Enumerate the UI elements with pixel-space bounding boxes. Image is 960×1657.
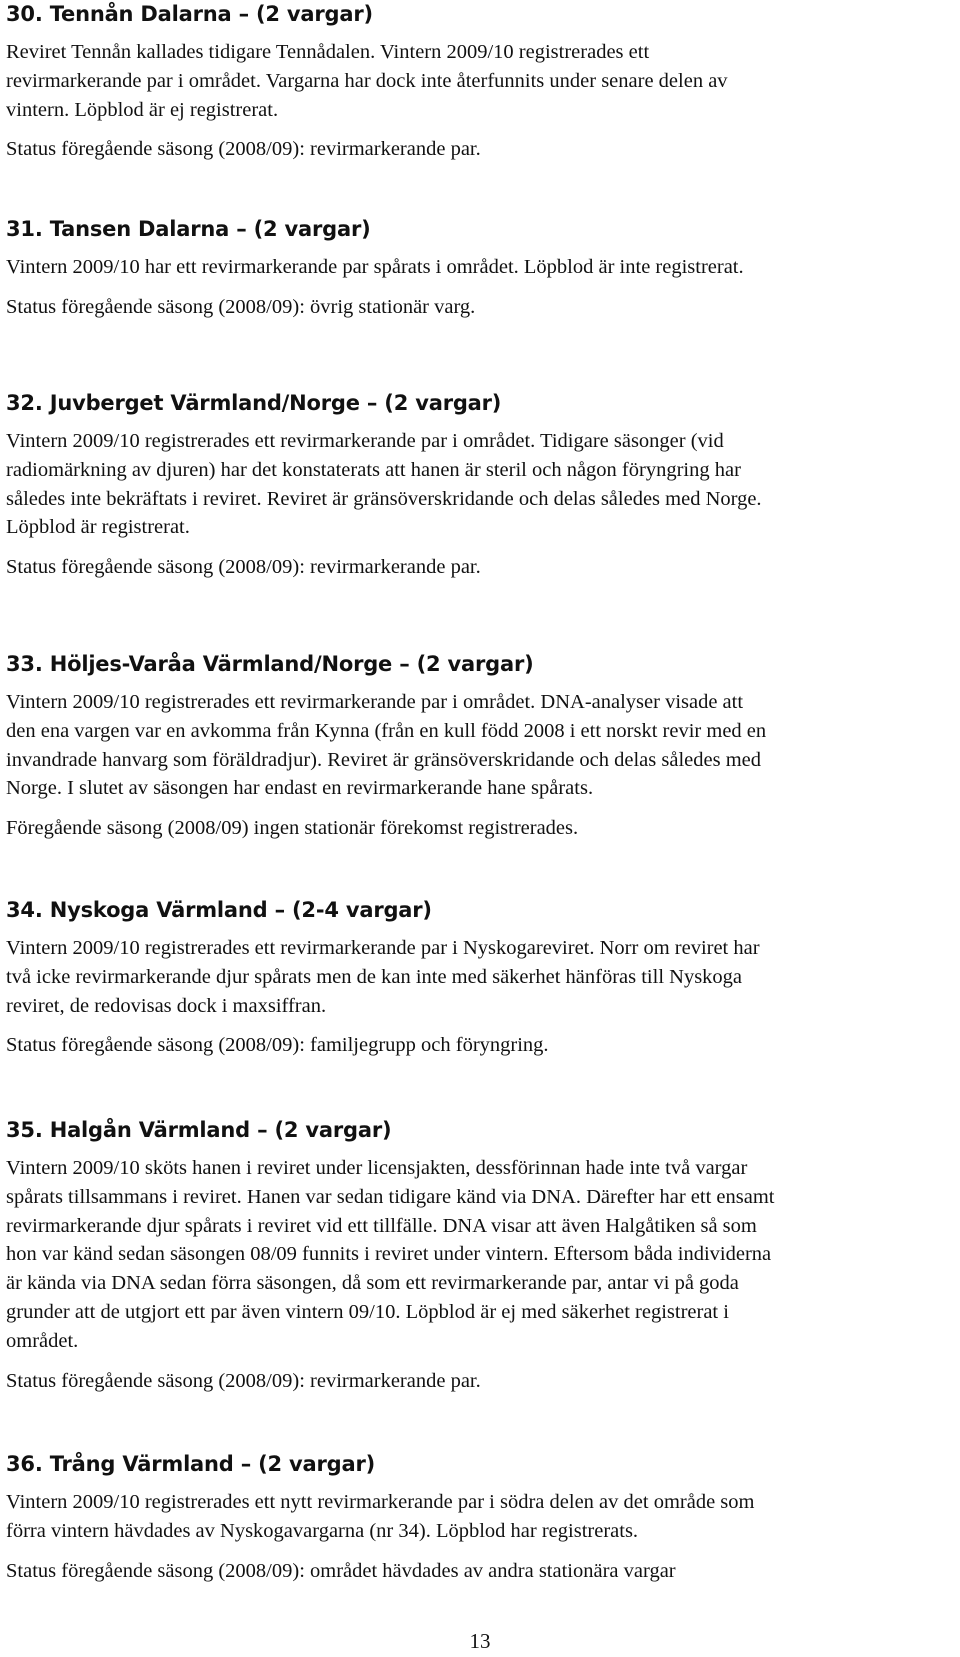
body-line: området. — [6, 1329, 79, 1352]
section-35 — [6, 1116, 956, 1395]
section-heading: 34. Nyskoga Värmland – (2-4 vargar) — [6, 898, 432, 922]
body-line: revirmarkerande djur spårats i reviret vid ett tillfälle. DNA visar att även Halgåtiken så som — [6, 1214, 757, 1237]
section-heading: 31. Tansen Dalarna – (2 vargar) — [6, 217, 371, 241]
body-line: Vintern 2009/10 registrerades ett revirmarkerande par i Nyskogareviret. Norr om reviret har — [6, 937, 760, 959]
section-body — [6, 38, 956, 124]
body-line: Vintern 2009/10 sköts hanen i reviret under licensjakten, dessförinnan hade inte två vargar — [6, 1157, 748, 1179]
section-status: Föregående säsong (2008/09) ingen stationär förekomst registrerades. — [6, 817, 579, 840]
body-line: invandrade hanvarg som föräldradjur). Reviret är gränsöverskridande och delas således med — [6, 748, 761, 771]
section-body — [6, 253, 956, 282]
body-line: Norge. I slutet av säsongen har endast en revirmarkerande hane spårats. — [6, 777, 594, 800]
body-line: är kända via DNA sedan förra säsongen, då som ett revirmarkerande par, antar vi på goda — [6, 1272, 739, 1295]
section-30 — [6, 0, 956, 164]
section-31 — [6, 215, 956, 322]
page-number: 13 — [469, 1629, 491, 1653]
section-status: Status föregående säsong (2008/09): området hävdades av andra stationära vargar — [6, 1559, 676, 1582]
body-line: revirmarkerande par i området. Vargarna har dock inte återfunnits under senare delen av — [6, 69, 728, 92]
body-line: reviret, de redovisas dock i maxsiffran. — [6, 994, 327, 1017]
section-heading: 33. Höljes-Varåa Värmland/Norge – (2 vargar) — [6, 652, 534, 676]
body-line: hon var känd sedan säsongen 08/09 funnits i reviret under vintern. Eftersom båda individerna — [6, 1243, 772, 1266]
section-33 — [6, 650, 956, 843]
body-line: Vintern 2009/10 registrerades ett revirmarkerande par i området. Tidigare säsonger (vid — [6, 430, 724, 452]
body-line: Vintern 2009/10 registrerades ett nytt revirmarkerande par i södra delen av det område som — [6, 1491, 755, 1513]
section-36 — [6, 1450, 956, 1585]
body-line: den ena vargen var en avkomma från Kynna (från en kull född 2008 i ett norskt revir med en — [6, 719, 767, 742]
body-line: vintern. Löpblod är ej registrerat. — [6, 98, 279, 121]
section-status: Status föregående säsong (2008/09): revirmarkerande par. — [6, 1369, 481, 1392]
section-status: Status föregående säsong (2008/09): familjegrupp och föryngring. — [6, 1034, 549, 1057]
section-34 — [6, 896, 956, 1060]
body-line: grunder att de utgjort ett par även vintern 09/10. Löpblod är ej med säkerhet registrerat i — [6, 1300, 729, 1323]
section-heading: 32. Juvberget Värmland/Norge – (2 vargar) — [6, 391, 502, 415]
section-32 — [6, 389, 956, 582]
section-body — [6, 1154, 956, 1356]
body-line: Löpblod är registrerat. — [6, 516, 190, 539]
body-line: således inte bekräftats i reviret. Reviret är gränsöverskridande och delas således med Norge. — [6, 487, 762, 510]
body-line: förra vintern hävdades av Nyskogavargarna (nr 34). Löpblod har registrerats. — [6, 1519, 639, 1542]
section-status: Status föregående säsong (2008/09): övrig stationär varg. — [6, 295, 476, 318]
section-body — [6, 688, 956, 803]
section-heading: 36. Trång Värmland – (2 vargar) — [6, 1452, 376, 1476]
body-line: Vintern 2009/10 registrerades ett revirmarkerande par i området. DNA-analyser visade att — [6, 691, 744, 713]
body-line: Reviret Tennån kallades tidigare Tennådalen. Vintern 2009/10 registrerades ett — [6, 41, 650, 63]
section-status: Status föregående säsong (2008/09): revirmarkerande par. — [6, 138, 481, 161]
section-status: Status föregående säsong (2008/09): revirmarkerande par. — [6, 556, 481, 579]
body-line: Vintern 2009/10 har ett revirmarkerande par spårats i området. Löpblod är inte registrerat. — [6, 256, 744, 278]
section-body — [6, 1488, 956, 1546]
body-line: spårats tillsammans i reviret. Hanen var sedan tidigare känd via DNA. Därefter har ett ensamt — [6, 1185, 775, 1208]
section-body — [6, 427, 956, 542]
body-line: radiomärkning av djuren) har det konstaterats att hanen är steril och någon föryngring har — [6, 458, 741, 481]
section-body — [6, 934, 956, 1020]
body-line: två icke revirmarkerande djur spårats men de kan inte med säkerhet hänföras till Nyskoga — [6, 965, 743, 988]
section-heading: 30. Tennån Dalarna – (2 vargar) — [6, 2, 373, 26]
section-heading: 35. Halgån Värmland – (2 vargar) — [6, 1118, 392, 1142]
